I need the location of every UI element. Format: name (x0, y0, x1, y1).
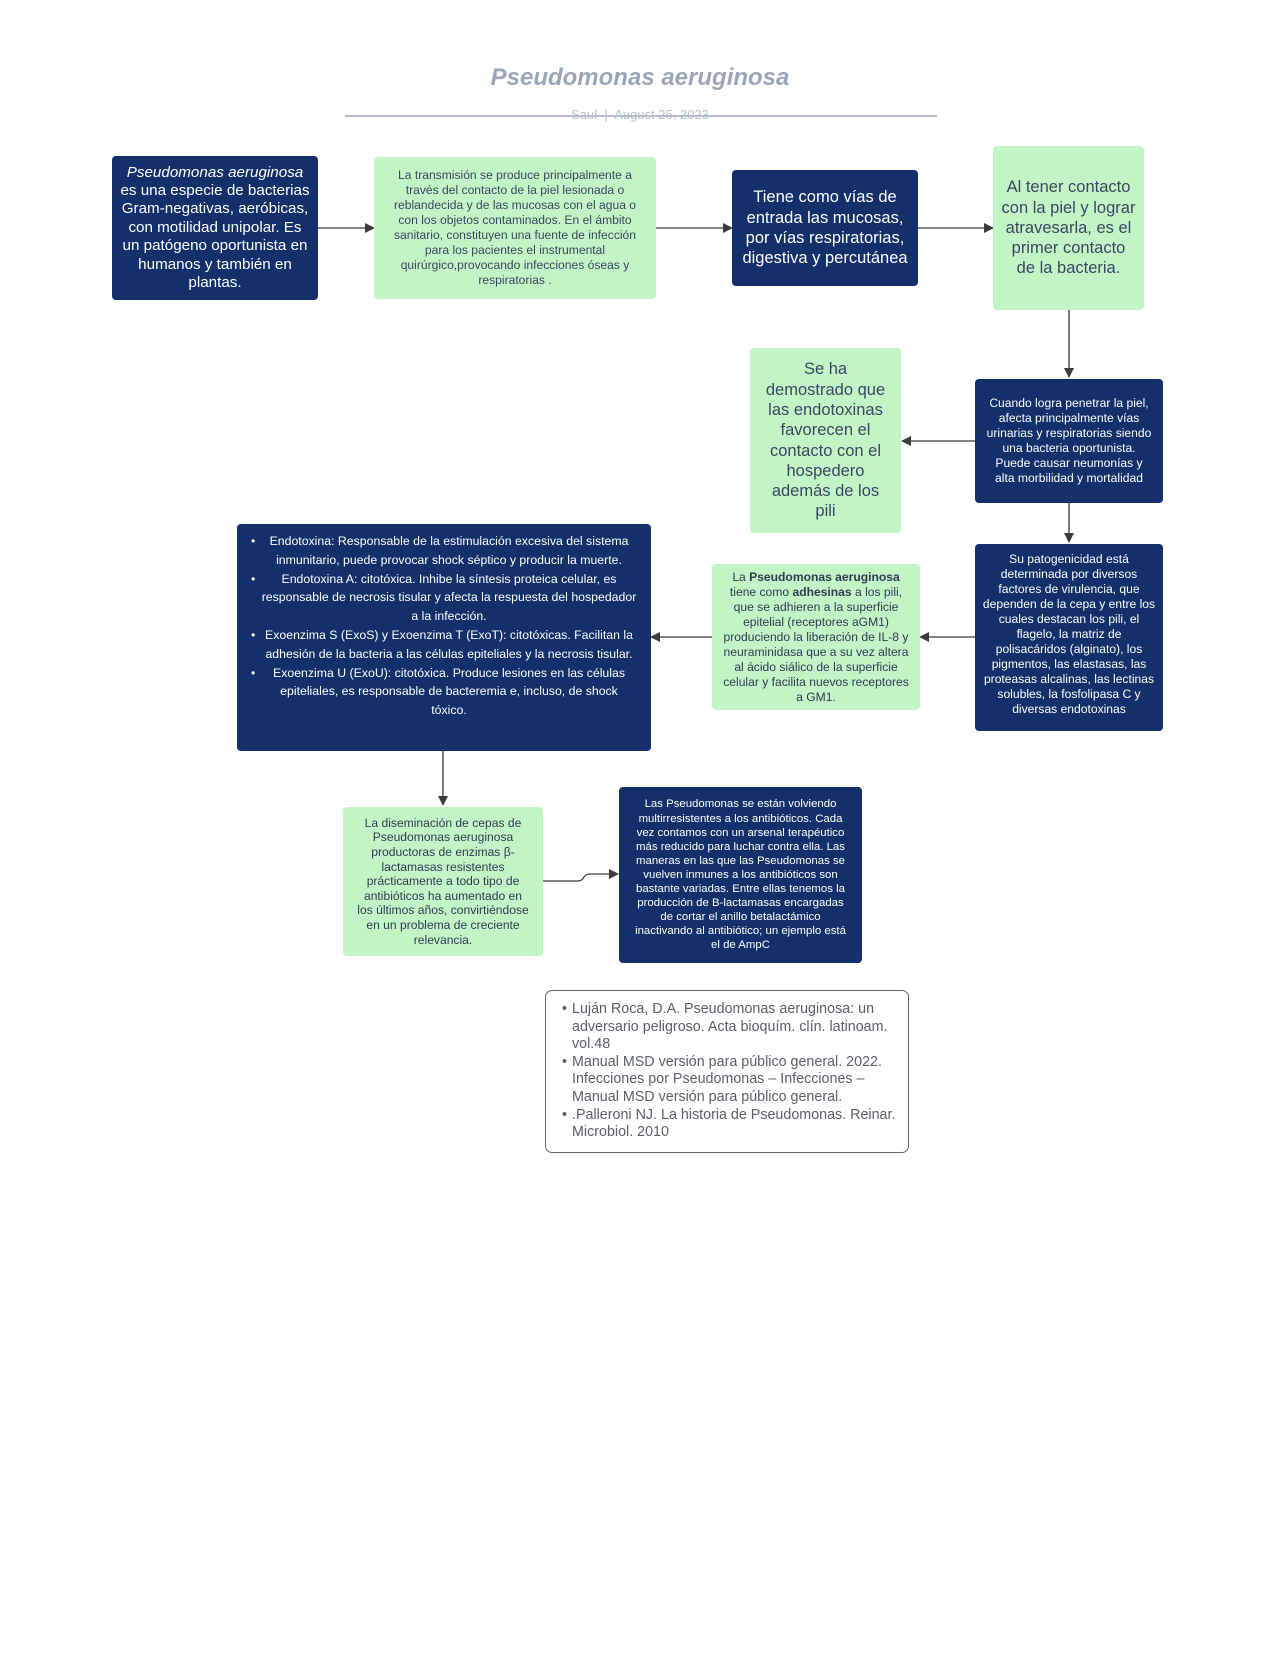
author-name: Saul (571, 107, 598, 122)
entry-routes-text: Tiene como vías de entrada las mucosas, por vías respiratorias, digestiva y percutánea (742, 188, 908, 268)
penetration-box (975, 379, 1163, 503)
first-contact-text: Al tener contacto con la piel y lograr atravesarla, es el primer contacto de la bacteria. (1001, 178, 1136, 278)
reference-item: • Luján Roca, D.A. Pseudomonas aeruginosa: un adversario peligroso. Acta bioquím. clín. latinoam. vol.48 (572, 1001, 896, 1054)
resistance-text: Las Pseudomonas se están volviendo multirresistentes a los antibióticos. Cada vez contamos con un arsenal terapéutico más reducido para luchar contra ella. Las maneras en las que las Pseudomonas se vuelven inmunes a los antibióticos son bastante variadas. Entre ellas tenemos la producción de B-lactamasas encargadas de cortar el anillo betalactámico inactivando al antibiótico; un ejemplo está el de AmpC (635, 798, 846, 952)
entry-routes-box (732, 170, 918, 286)
toxins-box (237, 524, 651, 751)
adhesins-term: adhesinas (792, 584, 852, 599)
transmission-box (374, 157, 656, 299)
diagram-title: Pseudomonas aeruginosa (490, 64, 790, 91)
intro-species-name: Pseudomonas aeruginosa (126, 163, 304, 181)
diagram-date: August 25, 2023 (614, 107, 709, 122)
resistance-box (619, 787, 862, 963)
dissemination-box (343, 807, 543, 956)
pathogenicity-box (975, 544, 1163, 731)
diagram-byline: Saul | August 25, 2023 (571, 107, 709, 122)
toxin-item: • Endotoxina A: citotóxica. Inhibe la síntesis proteica celular, es responsable de necrosis tisular y afecta la respuesta del hospedador a la infección. (261, 570, 637, 626)
toxin-item: • Endotoxina: Responsable de la estimulación excesiva del sistema inmunitario, puede provocar shock séptico y producir la muerte. (261, 532, 637, 570)
intro-text: es una especie de bacterias Gram-negativas, aeróbicas, con motilidad unipolar. Es un patógeno oportunista en humanos y también en plantas. (120, 181, 310, 292)
adhesins-mid: tiene como (729, 584, 790, 599)
endotoxins-text: Se ha demostrado que las endotoxinas favorecen el contacto con el hospedero además de los pili (765, 360, 886, 521)
intro-box (112, 156, 318, 300)
references-list (572, 1001, 896, 1142)
pathogenicity-text: Su patogenicidad está determinada por diversos factores de virulencia, que dependen de la cepa y entre los cuales destacan los pili, el flagelo, la matriz de polisacáridos (alginato), los pigmentos, las elastasas, las proteasas alcalinas, las lectinas solubles, la fosfolipasa C y diversas endotoxinas (982, 552, 1156, 716)
reference-item: • .Palleroni NJ. La historia de Pseudomonas. Reinar. Microbiol. 2010 (572, 1107, 896, 1142)
endotoxins-box (750, 348, 901, 533)
toxin-item: • Exoenzima U (ExoU): citotóxica. Produce lesiones en las células epiteliales, es responsable de bacteremia e, incluso, de shock tóxico. (261, 664, 637, 720)
adhesins-box (712, 564, 920, 710)
transmission-text: La transmisión se produce principalmente a través del contacto de la piel lesionada o reblandecida y de las mucosas con el agua o con los objetos contaminados. En el ámbito sanitario, constituyen una fuente de infección para los pacientes el instrumental quirúrgico,provocando infecciones óseas y respiratorias . (393, 168, 637, 287)
first-contact-box (993, 146, 1144, 310)
toxin-item: • Exoenzima S (ExoS) y Exoenzima T (ExoT): citotóxicas. Facilitan la adhesión de la bacteria a las células epiteliales y la necrosis tisular. (261, 626, 637, 664)
references-box (545, 990, 909, 1153)
toxins-list (261, 532, 637, 720)
adhesins-pre: La (732, 569, 746, 584)
adhesins-post: a los pili, que se adhieren a la superficie epitelial (receptores aGM1) produciendo la liberación de IL-8 y neuraminidasa que a su vez altera al ácido siálico de la superficie celular y facilita nuevos receptores a GM1. (723, 584, 909, 704)
dissemination-text: La diseminación de cepas de Pseudomonas aeruginosa productoras de enzimas β-lactamasas resistentes prácticamente a todo tipo de antibióticos ha aumentado en los últimos años, convirtiéndose en un problema de creciente relevancia. (357, 815, 529, 947)
penetration-text: Cuando logra penetrar la piel, afecta principalmente vías urinarias y respiratorias siendo una bacteria oportunista. Puede causar neumonías y alta morbilidad y mortalidad (986, 395, 1152, 486)
arrow-dissemination-to-resistance (543, 874, 618, 881)
reference-item: • Manual MSD versión para público general. 2022. Infecciones por Pseudomonas – Infecciones – Manual MSD versión para público general. (572, 1054, 896, 1107)
adhesins-species: Pseudomonas aeruginosa (749, 569, 900, 584)
